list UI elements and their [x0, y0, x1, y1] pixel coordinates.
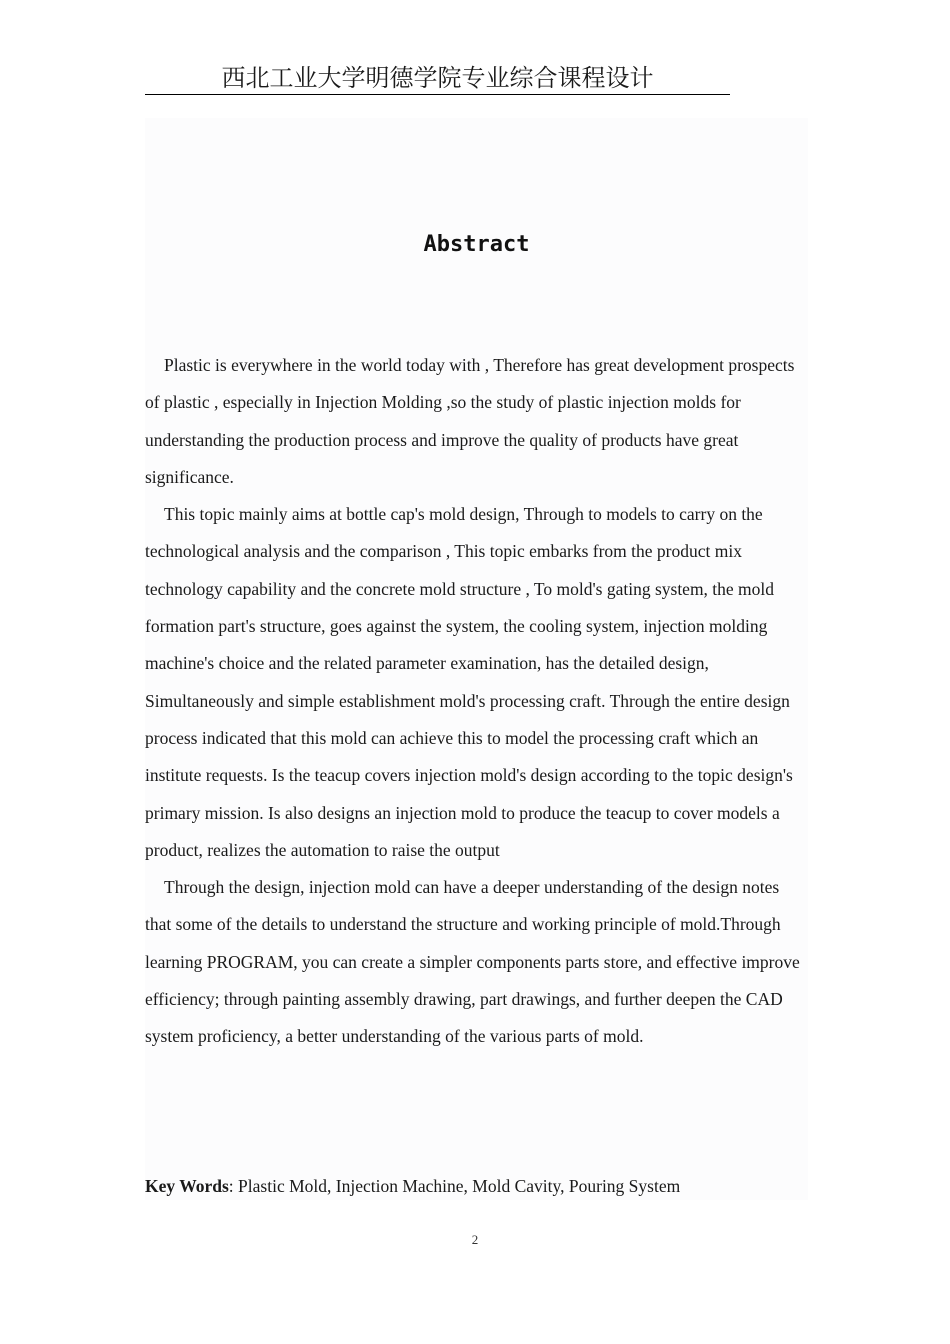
keywords-text: Plastic Mold, Injection Machine, Mold Cavity, Pouring System — [238, 1176, 681, 1196]
page-number: 2 — [471, 1232, 479, 1247]
abstract-paragraph-3: Through the design, injection mold can have a deeper understanding of the design notes that some of the details to understand the structure and working principle of mold.Through learning PROGRAM, you can create a simpler components parts store, and effective improve efficiency; through painting assembly drawing, part drawings, and further deepen the CAD system proficiency, a better understanding of the various parts of mold. — [145, 877, 800, 1047]
abstract-body — [145, 347, 808, 1056]
keywords-separator: : — [228, 1176, 239, 1196]
abstract-paragraph-1: Plastic is everywhere in the world today with , Therefore has great development prospects of plastic , especially in Injection Molding ,so the study of plastic injection molds for understanding the production process and improve the quality of products have great significance. — [145, 355, 795, 487]
page-header: 西北工业大学明德学院专业综合课程设计 — [145, 62, 730, 95]
abstract-title: Abstract — [423, 232, 530, 257]
keywords-label: Key Words — [145, 1176, 229, 1196]
keywords-line — [145, 1168, 808, 1205]
abstract-section — [145, 118, 808, 1200]
abstract-paragraph-2: This topic mainly aims at bottle cap's mold design, Through to models to carry on the technological analysis and the comparison , This topic embarks from the product mix technology capability and the concrete mold structure , To mold's gating system, the mold formation part's structure, goes against the system, the cooling system, injection molding machine's choice and the related parameter examination, has the detailed design, Simultaneously and simple establishment mold's processing craft. Through the entire design process indicated that this mold can achieve this to model the processing craft which an institute requests. Is the teacup covers injection mold's design according to the topic design's primary mission. Is also designs an injection mold to produce the teacup to cover models a product, realizes the automation to raise the output — [145, 504, 793, 860]
